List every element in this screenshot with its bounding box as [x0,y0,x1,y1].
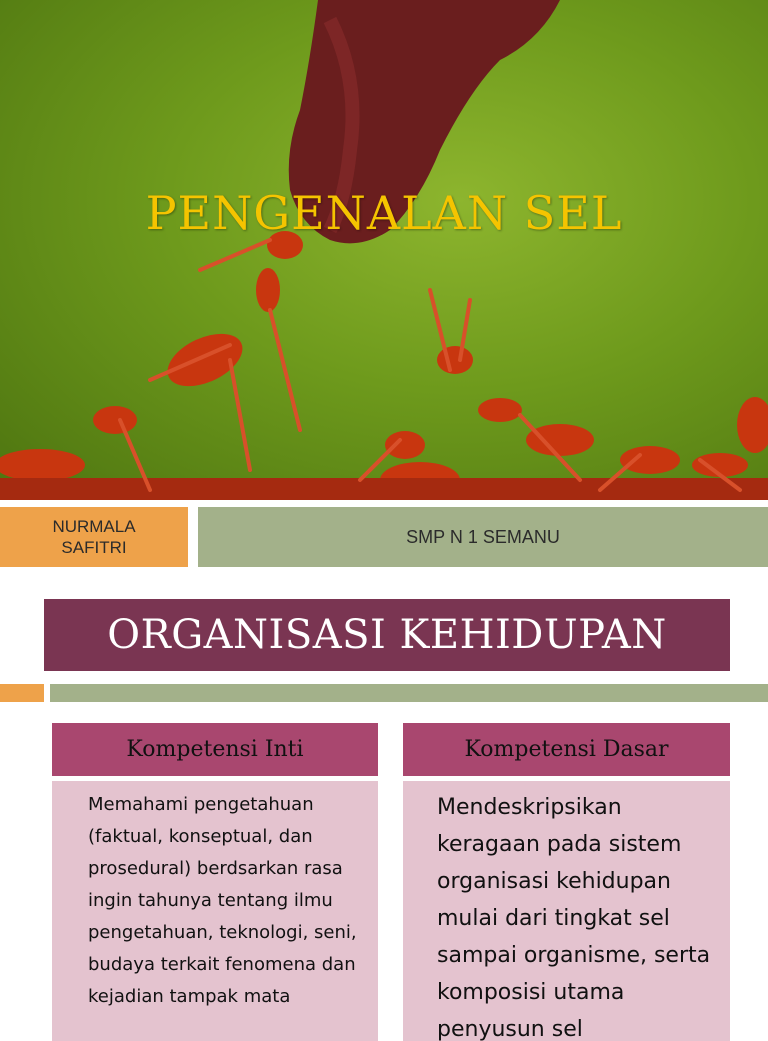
ant-bridge-illustration [0,0,768,500]
kompetensi-dasar-header [403,723,730,776]
kompetensi-inti-body [52,781,378,1041]
accent-bar-green [50,684,768,702]
kompetensi-inti-header [52,723,378,776]
school-name: SMP N 1 SEMANU [406,526,560,547]
section-heading-text: ORGANISASI KEHIDUPAN [107,612,667,658]
kompetensi-inti-label: Kompetensi Inti [126,737,304,762]
hero-photo [0,0,768,500]
section-heading [44,599,730,671]
kompetensi-dasar-label: Kompetensi Dasar [464,737,669,762]
author-box [0,507,188,567]
kompetensi-dasar-body [403,781,730,1041]
kompetensi-dasar-text: Mendeskripsikan keragaan pada sistem organisasi kehidupan mulai dari tingkat sel sampai organisme, serta komposisi utama penyusun sel [437,795,711,1041]
kompetensi-inti-text: Memahami pengetahuan (faktual, konseptual, dan prosedural) berdsarkan rasa ingin tahunya tentang ilmu pengetahuan, teknologi, seni, budaya terkait fenomena dan kejadian tampak mata [88,794,357,1007]
author-first-name: NURMALA [52,517,136,536]
author-last-name: SAFITRI [61,538,127,557]
slide-title: PENGENALAN SEL [145,186,623,240]
accent-bar-orange [0,684,44,702]
school-box [198,507,768,567]
